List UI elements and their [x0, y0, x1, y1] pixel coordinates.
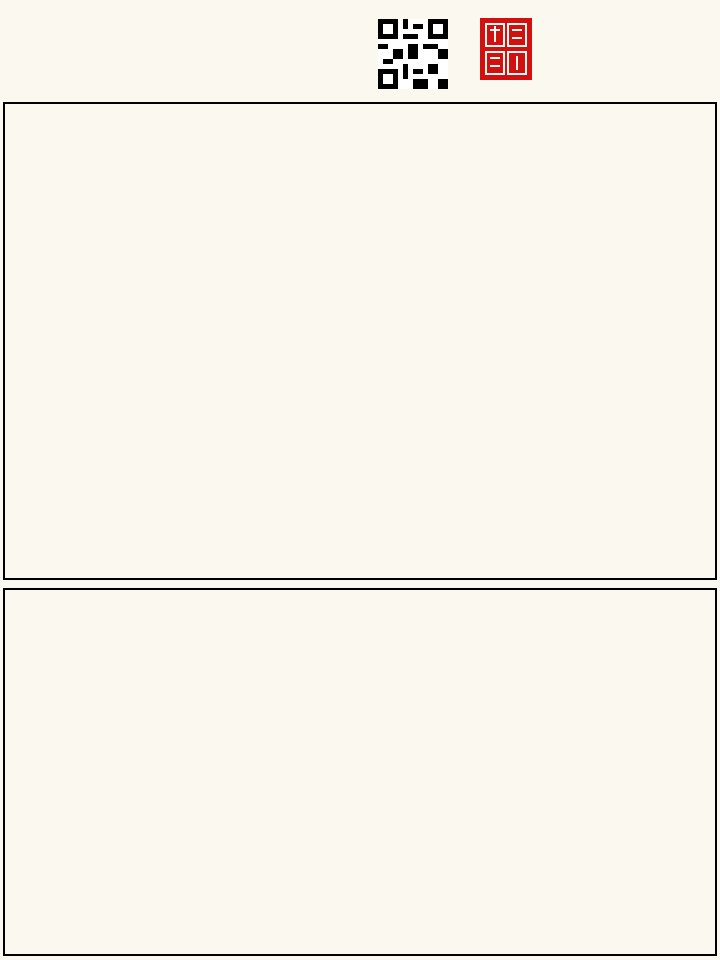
chart-grid — [3, 102, 717, 580]
logo-calligraphy — [540, 8, 710, 58]
qr-code-icon — [378, 19, 448, 89]
annual-table — [3, 588, 717, 956]
header — [0, 0, 720, 100]
seal-stamp-icon — [478, 16, 534, 82]
